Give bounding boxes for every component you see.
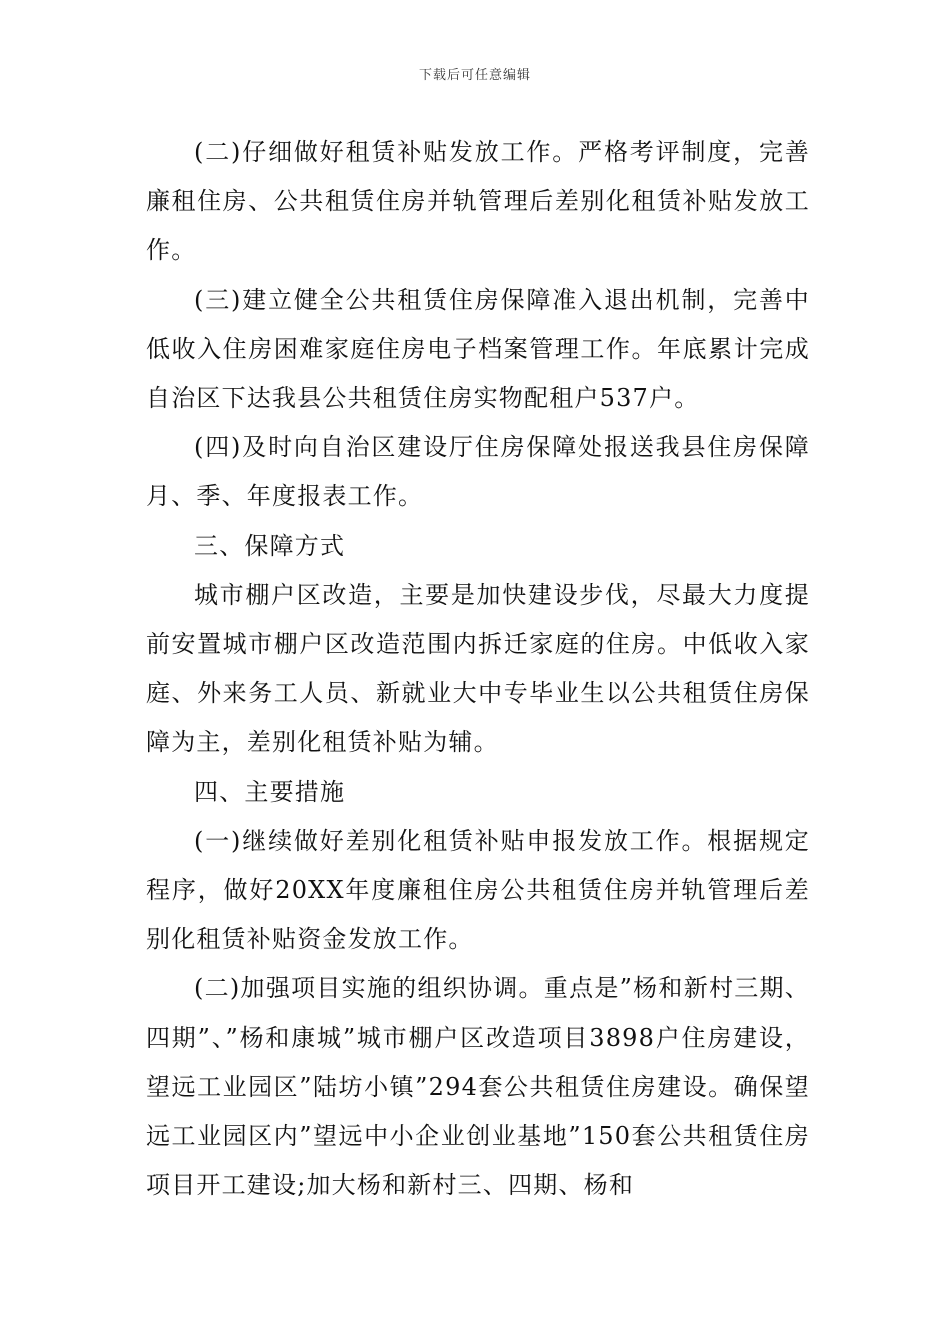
page-header: 下载后可任意编辑 [418, 68, 531, 83]
document-body [146, 128, 810, 1210]
paragraph-shantytown-renovation: 城市棚户区改造，主要是加快建设步伐，尽最大力度提前安置城市棚户区改造范围内拆迁家庭的住房。中低收入家庭、外来务工人员、新就业大中专毕业生以公共租赁住房保障为主，差别化租赁补贴为辅。 [146, 580, 810, 757]
paragraph-subsidy-application: (一)继续做好差别化租赁补贴申报发放工作。根据规定程序，做好20XX年度廉租住房公共租赁住房并轨管理后差别化租赁补贴资金发放工作。 [146, 826, 810, 954]
paragraph-project-coordination: (二)加强项目实施的组织协调。重点是”杨和新村三期、四期”、”杨和康城”城市棚户区改造项目3898户住房建设，望远工业园区”陆坊小镇”294套公共租赁住房建设。确保望远工业园区内”望远中小企业创业基地”150套公共租赁住房项目开工建设;加大杨和新村三、四期、杨和 [146, 974, 810, 1200]
paragraph-entry-exit-mechanism: (三)建立健全公共租赁住房保障准入退出机制，完善中低收入住房困难家庭住房电子档案管理工作。年底累计完成自治区下达我县公共租赁住房实物配租户537户。 [146, 285, 810, 413]
paragraph-subsidy-distribution: (二)仔细做好租赁补贴发放工作。严格考评制度，完善廉租住房、公共租赁住房并轨管理后差别化租赁补贴发放工作。 [146, 138, 810, 265]
paragraph-reporting: (四)及时向自治区建设厅住房保障处报送我县住房保障月、季、年度报表工作。 [146, 433, 810, 511]
section-heading-main-measures: 四、主要措施 [194, 777, 346, 806]
section-heading-guarantee-method: 三、保障方式 [194, 531, 346, 560]
